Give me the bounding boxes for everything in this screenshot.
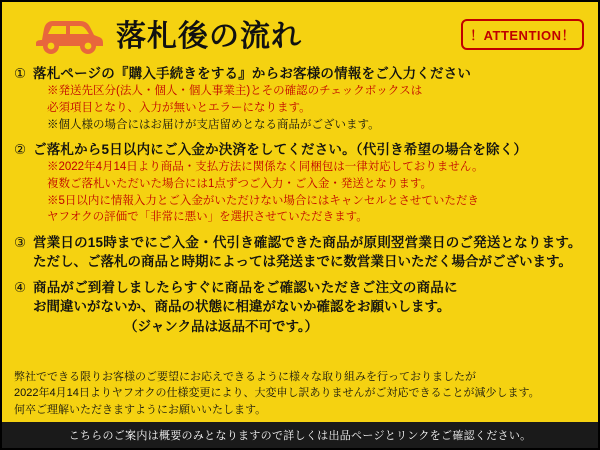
item-text: 営業日の15時までにご入金・代引き確認できた商品が原則翌営業日のご発送となります。 (33, 235, 582, 251)
content (2, 64, 598, 336)
item-continuation: お間違いがないか、商品の状態に相違がないか確認をお願いします。 (33, 299, 451, 315)
list-item (14, 64, 588, 133)
item-note: ※個人様の場合にはお届けが支店留めとなる商品がございます。 (47, 118, 380, 131)
item-continuation: ただし、ご落札の商品と時期によっては発送までに数営業日いただく場合がございます。 (33, 254, 572, 270)
item-note: 複数ご落札いただいた場合には1点ずつご入力・ご入金・発送となります。 (47, 178, 432, 190)
item-note: ※発送先区分(法人・個人・個人事業主)とその確認のチェックボックスは (47, 85, 423, 98)
item-text: ご落札から5日以内にご入金か決済をしてください。（代引き希望の場合を除く） (33, 142, 528, 158)
footer-line: 弊社でできる限りお客様のご要望にお応えできるように様々な取り組みを行っておりましたが (14, 370, 476, 383)
footer-line: 2022年4月14日よりヤフオクの仕様変更により、大変申し訳ありませんがご対応できることが減少します。 (14, 387, 540, 399)
footer-line: 何卒ご理解いただきますようにお願いいたします。 (14, 403, 267, 416)
list-item (14, 140, 588, 226)
item-number: ① (14, 66, 27, 81)
car-icon (30, 10, 106, 56)
item-number: ② (14, 142, 27, 158)
bottom-bar (2, 422, 598, 448)
bottom-bar-text: こちらのご案内は概要のみとなりますので詳しくは出品ページとリンクをご確認ください。 (68, 430, 532, 442)
footer-note (2, 369, 598, 419)
list-item (14, 278, 588, 335)
item-note: ※5日以内に情報入力とご入金がいただけない場合にはキャンセルとさせていただき (47, 194, 479, 207)
item-number: ④ (14, 280, 27, 296)
item-text: 落札ページの『購入手続きをする』からお客様の情報をご入力ください (33, 66, 472, 81)
page-title: 落札後の流れ (116, 20, 302, 53)
header (2, 2, 598, 64)
item-continuation-2: （ジャンク品は返品不可です。） (124, 318, 319, 334)
item-note: ヤフオクの評価で「非常に悪い」を選択させていただきます。 (47, 211, 368, 224)
item-note: ※2022年4月14日より商品・支払方法に関係なく同梱包は一律対応しておりません。 (47, 161, 484, 174)
item-note: 必須項目となり、入力が無いとエラーになります。 (47, 101, 311, 114)
attention-badge: ！ATTENTION！ (461, 19, 584, 50)
list-item (14, 233, 588, 271)
item-number: ③ (14, 235, 27, 251)
item-text: 商品がご到着しましたらすぐに商品をご確認いただきご注文の商品に (33, 280, 458, 296)
